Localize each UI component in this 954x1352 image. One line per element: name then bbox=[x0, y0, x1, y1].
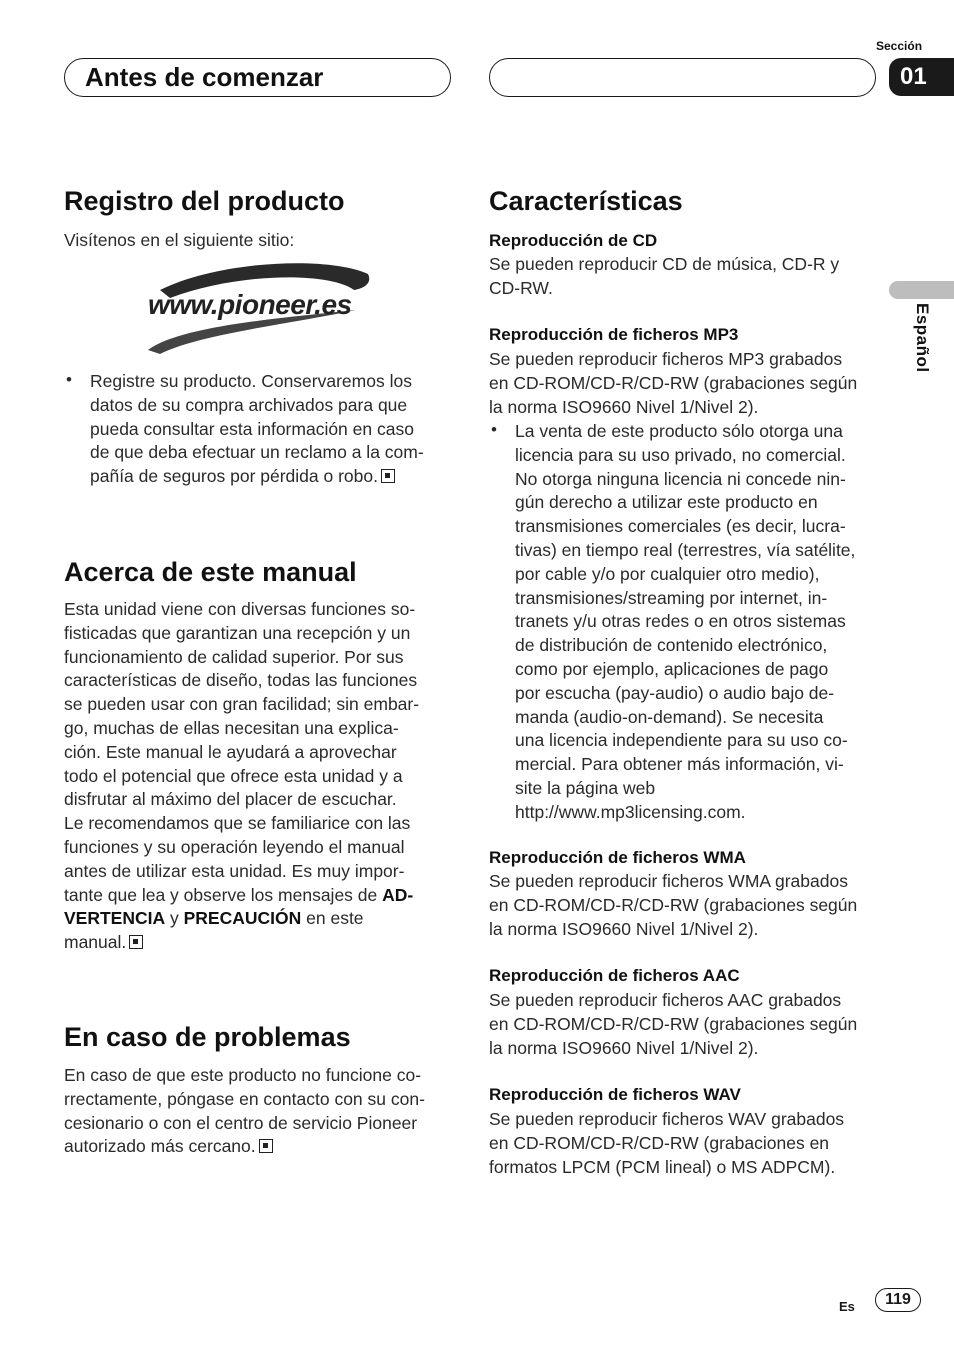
end-mark-icon bbox=[259, 1139, 273, 1153]
text-line: Esta unidad viene con diversas funciones so- bbox=[64, 599, 416, 619]
text-line: como por ejemplo, aplicaciones de pago bbox=[515, 658, 829, 679]
text-line: No otorga ninguna licencia ni concede nin- bbox=[515, 468, 846, 489]
aac-text bbox=[489, 989, 879, 1060]
text-line: datos de su compra archivados para que bbox=[90, 394, 408, 415]
problemas-heading: En caso de problemas bbox=[64, 1022, 351, 1052]
text-line: disfrutar al máximo del placer de escuchar. bbox=[64, 789, 397, 810]
text-line: fisticadas que garantizan una recepción y un bbox=[64, 622, 411, 643]
chapter-title: Antes de comenzar bbox=[85, 62, 324, 92]
text-line: en CD-ROM/CD-R/CD-RW (grabaciones en bbox=[489, 1132, 830, 1153]
end-mark-icon bbox=[129, 935, 143, 949]
text-line: funcionamiento de calidad superior. Por sus bbox=[64, 646, 404, 667]
wma-heading: Reproducción de ficheros WMA bbox=[489, 848, 746, 867]
text-line: la norma ISO9660 Nivel 1/Nivel 2). bbox=[489, 396, 759, 417]
text-line: manda (audio-on-demand). Se necesita bbox=[515, 706, 824, 727]
text-line: todo el potencial que ofrece esta unidad y a bbox=[64, 765, 403, 786]
text-line: se pueden usar con gran facilidad; sin embar- bbox=[64, 694, 420, 715]
registro-bullet-dot: • bbox=[66, 370, 72, 389]
text-line: por cable y/o por cualquier otro medio), bbox=[515, 563, 820, 584]
text-line: antes de utilizar esta unidad. Es muy impor- bbox=[64, 860, 405, 881]
text-line: en CD-ROM/CD-R/CD-RW (grabaciones según bbox=[489, 372, 858, 393]
text-line: Se pueden reproducir ficheros AAC grabados bbox=[489, 990, 842, 1010]
text-line: transmisiones/streaming por internet, in- bbox=[515, 587, 828, 608]
logo-text: www.pioneer.es bbox=[148, 289, 352, 320]
problemas-paragraph bbox=[64, 1064, 456, 1159]
page-number: 119 bbox=[875, 1288, 921, 1312]
mp3-bullet-text bbox=[515, 420, 880, 825]
precaucion-label: PRECAUCIÓN bbox=[183, 908, 302, 929]
text-line: funciones y su operación leyendo el manual bbox=[64, 836, 405, 857]
text-line: una licencia independiente para su uso co- bbox=[515, 730, 848, 751]
aac-heading: Reproducción de ficheros AAC bbox=[489, 966, 740, 985]
footer-language-code: Es bbox=[839, 1299, 855, 1314]
text-line: en CD-ROM/CD-R/CD-RW (grabaciones según bbox=[489, 894, 858, 915]
text-line: pañía de seguros por pérdida o robo. bbox=[90, 466, 378, 487]
text-line: la norma ISO9660 Nivel 1/Nivel 2). bbox=[489, 918, 759, 939]
text-line: transmisiones comerciales (es decir, lucra- bbox=[515, 516, 846, 537]
text-fragment: en este bbox=[301, 908, 364, 929]
mp3licensing-url: http://www.mp3licensing.com. bbox=[515, 801, 746, 822]
text-line: ción. Este manual le ayudará a aprovechar bbox=[64, 741, 397, 762]
text-line: CD-RW. bbox=[489, 277, 553, 298]
text-line: cesionario o con el centro de servicio Pioneer bbox=[64, 1112, 418, 1133]
cd-heading: Reproducción de CD bbox=[489, 231, 658, 250]
text-line: tranets y/u otras redes o en otros sistemas bbox=[515, 611, 846, 632]
text-line: licencia para su uso privado, no comercial. bbox=[515, 444, 846, 465]
text-line: site la página web bbox=[515, 777, 656, 798]
text-line: go, muchas de ellas necesitan una explica- bbox=[64, 717, 399, 738]
text-line: manual. bbox=[64, 932, 127, 953]
text-line: la norma ISO9660 Nivel 1/Nivel 2). bbox=[489, 1037, 759, 1058]
text-line: En caso de que este producto no funcione co- bbox=[64, 1065, 422, 1085]
advertencia-part2: VERTENCIA bbox=[64, 908, 166, 929]
text-line: La venta de este producto sólo otorga una bbox=[515, 421, 843, 441]
text-line: en CD-ROM/CD-R/CD-RW (grabaciones según bbox=[489, 1013, 858, 1034]
caracteristicas-heading: Características bbox=[489, 186, 683, 216]
acerca-paragraph bbox=[64, 598, 454, 955]
text-line: autorizado más cercano. bbox=[64, 1136, 256, 1157]
registro-intro: Visítenos en el siguiente sitio: bbox=[64, 230, 295, 250]
text-line: Se pueden reproducir ficheros WAV grabados bbox=[489, 1109, 845, 1129]
text-line: Se pueden reproducir CD de música, CD-R y bbox=[489, 254, 840, 274]
text-line: Le recomendamos que se familiarice con las bbox=[64, 813, 411, 834]
wav-text bbox=[489, 1108, 879, 1179]
text-line: Se pueden reproducir ficheros WMA grabados bbox=[489, 871, 848, 891]
text-line: de que deba efectuar un reclamo a la com- bbox=[90, 442, 424, 463]
header-empty-pill bbox=[489, 58, 876, 97]
text-line: pueda consultar esta información en caso bbox=[90, 418, 414, 439]
wav-heading: Reproducción de ficheros WAV bbox=[489, 1085, 741, 1104]
text-line: rrectamente, póngase en contacto con su con- bbox=[64, 1088, 425, 1109]
section-number-badge bbox=[889, 58, 954, 96]
text-line: características de diseño, todas las funciones bbox=[64, 670, 418, 691]
text-line: por escucha (pay-audio) o audio bajo de- bbox=[515, 682, 835, 703]
text-line: formatos LPCM (PCM lineal) o MS ADPCM). bbox=[489, 1156, 836, 1177]
text-line: tivas) en tiempo real (terrestres, vía satélite, bbox=[515, 539, 856, 560]
cd-text bbox=[489, 253, 879, 301]
mp3-bullet-dot: • bbox=[491, 420, 497, 439]
language-side-tab bbox=[889, 281, 954, 299]
end-mark-icon bbox=[381, 469, 395, 483]
side-language-label: Español bbox=[913, 303, 932, 373]
mp3-heading: Reproducción de ficheros MP3 bbox=[489, 325, 739, 344]
registro-heading: Registro del producto bbox=[64, 186, 345, 216]
mp3-text bbox=[489, 348, 879, 419]
wma-text bbox=[489, 870, 879, 941]
text-line: tante que lea y observe los mensajes de bbox=[64, 884, 383, 905]
acerca-heading: Acerca de este manual bbox=[64, 557, 357, 587]
section-number: 01 bbox=[900, 63, 927, 90]
text-line: de distribución de contenido electrónico, bbox=[515, 635, 828, 656]
text-fragment: y bbox=[165, 908, 184, 929]
chapter-title-pill bbox=[64, 58, 451, 97]
text-line: mercial. Para obtener más información, vi- bbox=[515, 754, 844, 775]
text-line: Se pueden reproducir ficheros MP3 grabados bbox=[489, 349, 843, 369]
text-line: Registre su producto. Conservaremos los bbox=[90, 371, 412, 391]
section-label: Sección bbox=[876, 39, 923, 53]
advertencia-part1: AD- bbox=[382, 884, 414, 905]
registro-bullet-text bbox=[90, 370, 450, 489]
text-line: gún derecho a utilizar este producto en bbox=[515, 492, 818, 513]
